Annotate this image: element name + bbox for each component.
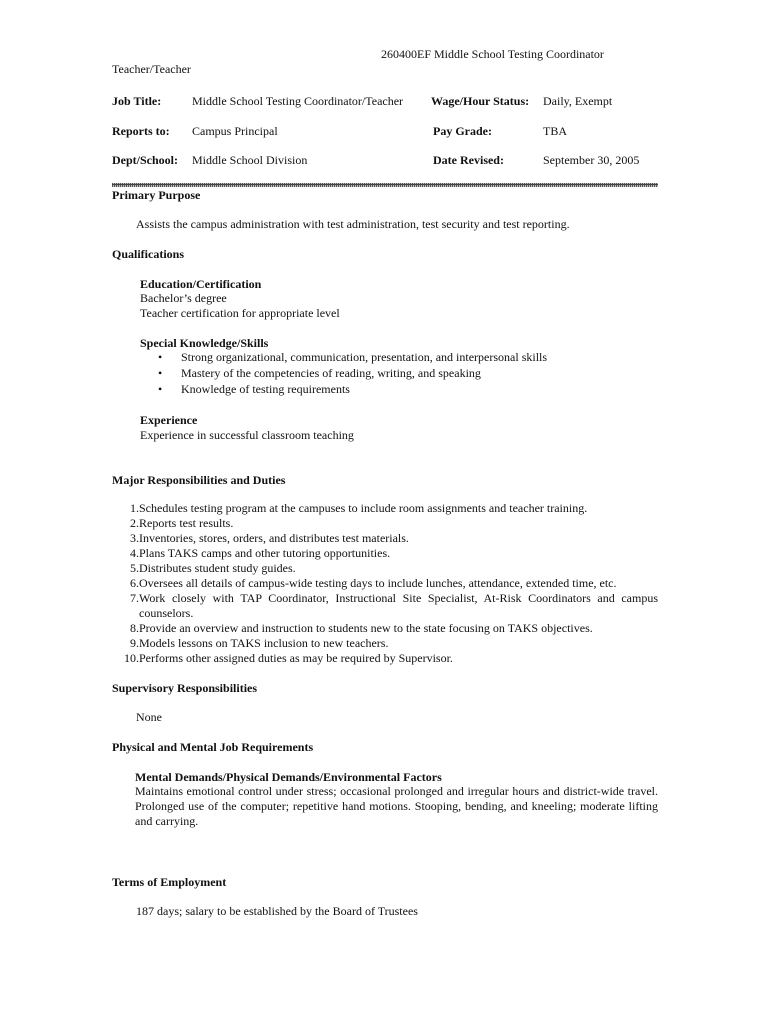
duty-item [113,501,658,516]
physical-text: Maintains emotional control under stress; occasional prolonged and irregular hours and district-wide travel. Prolonged use of the computer; repetitive hand motions. Stooping, bending, and kneeling; moderate lifting and carrying. [135,784,658,828]
duty-text: Oversees all details of campus-wide testing days to include lunches, attendance, extended time, etc. [139,576,617,590]
duty-number: 6. [130,576,139,590]
wage-status-label: Wage/Hour Status: [431,94,530,108]
terms-heading: Terms of Employment [112,875,227,889]
duty-text: Reports test results. [139,516,234,530]
duty-text: Provide an overview and instruction to students new to the state focusing on TAKS objectives. [139,621,593,635]
duty-number: 10. [124,651,139,665]
skills-list-item: • Knowledge of testing requirements [140,382,547,398]
duty-number: 2. [130,516,139,530]
terms-text: 187 days; salary to be established by the Board of Trustees [136,904,418,918]
primary-purpose-heading: Primary Purpose [112,188,201,202]
date-revised-value: September 30, 2005 [543,153,640,167]
duty-item [113,516,658,531]
duty-item [113,546,658,561]
duty-number: 3. [130,531,139,545]
job-title-value: Middle School Testing Coordinator/Teacher [192,94,404,108]
education-line: Teacher certification for appropriate level [140,306,340,320]
education-heading: Education/Certification [140,277,262,291]
dept-school-value: Middle School Division [192,153,308,167]
duty-item [113,621,658,636]
duty-number: 9. [130,636,139,650]
experience-text: Experience in successful classroom teaching [140,428,354,442]
duty-number: 7. [130,591,139,605]
date-revised-label: Date Revised: [433,153,504,167]
job-category: Teacher/Teacher [112,62,191,76]
pay-grade-value: TBA [543,124,567,138]
duty-item [113,531,658,546]
wage-status-value: Daily, Exempt [543,94,613,108]
duty-number: 8. [130,621,139,635]
supervisory-text: None [136,710,162,724]
duties-list [113,501,658,666]
skills-heading: Special Knowledge/Skills [140,336,269,350]
physical-subheading: Mental Demands/Physical Demands/Environmental Factors [135,770,442,784]
experience-heading: Experience [140,413,198,427]
duty-text: Models lessons on TAKS inclusion to new teachers. [139,636,389,650]
reports-to-value: Campus Principal [192,124,278,138]
supervisory-heading: Supervisory Responsibilities [112,681,258,695]
duty-text: Plans TAKS camps and other tutoring opportunities. [139,546,391,560]
pay-grade-label: Pay Grade: [433,124,492,138]
duty-item [113,561,658,576]
dept-school-label: Dept/School: [112,153,178,167]
skills-list [140,350,547,398]
primary-purpose-text: Assists the campus administration with test administration, test security and test reporting. [136,217,570,231]
skills-list-item: • Strong organizational, communication, presentation, and interpersonal skills [140,350,547,366]
duty-text: Schedules testing program at the campuses to include room assignments and teacher training. [139,501,588,515]
duty-text: Distributes student study guides. [139,561,296,575]
duty-number: 1. [130,501,139,515]
duty-number: 5. [130,561,139,575]
duty-item [113,636,658,651]
duty-text: Work closely with TAP Coordinator, Instructional Site Specialist, At-Risk Coordinators and campus counselors. [139,591,658,620]
duty-number: 4. [130,546,139,560]
duty-text: Inventories, stores, orders, and distributes test materials. [139,531,409,545]
duties-heading: Major Responsibilities and Duties [112,473,286,487]
skills-list-item: • Mastery of the competencies of reading, writing, and speaking [140,366,547,382]
education-line: Bachelor’s degree [140,291,227,305]
duty-text: Performs other assigned duties as may be required by Supervisor. [139,651,453,665]
duty-item [113,591,658,621]
physical-heading: Physical and Mental Job Requirements [112,740,314,754]
document-code: 260400EF Middle School Testing Coordinator [381,47,604,61]
job-title-label: Job Title: [112,94,162,108]
duty-item [113,576,658,591]
header-divider [112,183,658,187]
reports-to-label: Reports to: [112,124,170,138]
duty-item [113,651,658,666]
qualifications-heading: Qualifications [112,247,185,261]
